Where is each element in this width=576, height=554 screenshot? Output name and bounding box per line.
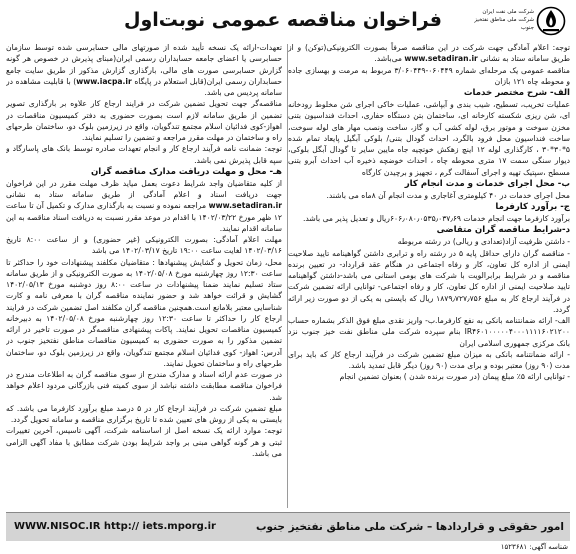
text: از کلیه متقاضیان واجد شرایط دعوت بعمل میاید ظرف مهلت مقرر در این فراخوان جهت دریافت اسناد و اعلام آمادگی از طریق سامانه ستاد به نشانی	[6, 178, 282, 199]
condition-qualification: - مناقصه گران دارای حداقل پایه ۵ در رشته راه و ترابری داشتن گواهینامه تایید صلاحیت ایمنی از اداره کل تعاون، کار و رفاه اجتماعی در هنگام عقد قرارداد- در تعیین برنده مناقصه و در شرایط برابرالویت با شرکت های بومی استانی می باشد-داشتن گواهینامه تایید صلاحیت ایمنی از اداره کل تعاون، کار و رفاه اجتماعی- توانایی ارائه تضمین شرکت در فرآیند ارجاع کار به مبلغ ۱۸۷۹٫۷۲۷٫۷۵۶ ریال که بایستی به یکی از دو صورت زیر ارائه گردد.	[288, 248, 570, 314]
readiness-deadline: مهلت اعلام آمادگی: بصورت الکترونیکی (غیر حضوری) و از ساعت ۸:۰۰ تاریخ ۱۴۰۲/۰۳/۱۶ لغایت ساعت ۱۹:۰۰ تاریخ ۱۴۰۲/۰۳/۱۷ می باشد	[6, 235, 282, 256]
section-b-heading: ب- محل اجرای خدمات و مدت انجام کار	[404, 178, 570, 189]
employer-estimate: برآورد کارفرما جهت انجام خدمات ۶۰۶٫۰۸۰٫۰۵۳۵٫۰۳۷٫۶۹ریال و تعدیل پذیر می باشد.	[302, 214, 570, 223]
footer-organization: امور حقوقی و قراردادها – شرکت ملی مناطق نفتخیز جنوب	[256, 521, 564, 533]
location-duration: محل اجرای خدمات در ۴۰ کیلومتری آغاجاری و مدت انجام آن ۸ماه می باشند.	[326, 190, 570, 200]
oil-flame-icon	[536, 6, 566, 36]
section-e-heading: هـ- محل و مهلت دریافت مدارک مناقصه گران	[90, 166, 282, 177]
document-receipt-paragraph	[6, 178, 282, 234]
footer-bar	[6, 512, 570, 541]
setad-notice-paragraph	[288, 42, 570, 65]
left-column	[6, 42, 282, 510]
ad-identifier: شناسه آگهی: ۱۵۲۳۶۸۱	[500, 543, 568, 551]
section-d-heading: د-شرایط مناقصه گران متقاضی	[436, 225, 570, 236]
notice-title: فراخوان مناقصه عمومی نوبت‌اول	[123, 9, 442, 31]
section-a-heading: الف- شرح مختصر خدمات	[463, 88, 570, 98]
company-logo	[474, 4, 566, 38]
logo-caption	[476, 8, 534, 32]
guarantee-amount-note: مبلغ تضمین شرکت در فرآیند ارجاع کار در ۵ درصد مبلغ برآورد کارفرما می باشد. که بایستی به یکی از روش های تعیین شده تا تاریخ برگزاری مناقصه و سامانه تحویل گردد.	[6, 403, 282, 424]
tender-number-paragraph: مناقصه عمومی یک مرحله‌ای شماره ۰۶۰۴۴۹-۳/۰۶۰۴۴۹ مربوط به مرمت و بهسازی جاده و محوطه چاه ۱۲۱ بازان	[288, 65, 570, 86]
column-divider	[287, 44, 288, 508]
bid-submission-opening: محل، زمان تحویل و گشایش پیشنهادها : متقاضیان مکلفند پیشنهادات خود را حداکثر تا ساعت ۱۲:۳۰ روز چهارشنبه مورخ ۱۴۰۲/۰۵/۰۸ به صورت الکترونیکی و از طریق سامانه ستاد تسلیم نمایند ضمنا پیشنهادات در ساعت ۸:۰۰ روز دوشنبه مورخ ۱۴۰۲/۰۵/۱۳ گشایش و قرائت خواهد شد و حضور نماینده مناقصه گران با معرفی نامه و کارت شناسایی معتبر بلامانع است.همچنین مناقصه گران مکلفند اصل تضمین شرکت در فرایند ارجاع کار را حداکثر تا ساعت ۱۲:۳۰ روز چهارشنبه مورخ ۱۴۰۲/۰۵/۰۸ به دبیرخانه کمیسیون مناقصات تحویل نمایند. پاکات پیشنهادی مناقصه‌گر در صورت تاخیر در ارائه تضمین مذکور را به صورت حضوری به کمیسیون مناقصات مناطق نفتخیز جنوب در آدرس: اهواز- کوی فدائیان اسلام مجتمع تندگویان، واقع در زیرزمین بلوک دو، ساختمان طرحهای راه و ساختمان تحویل نمایند.	[6, 257, 282, 368]
bank-note-paragraph: توجه: ضمانت نامه فرآیند ارجاع کار و انجام تعهدات صادره توسط بانک های پاسارگاد و سپه قابل پذیرش نمی باشد.	[6, 144, 282, 165]
setad-url: www.setadiran.ir	[404, 54, 478, 64]
guarantee-delivery-paragraph: مناقصه‌گر جهت تحویل تضمین شرکت در فرایند ارجاع کار علاوه بر بارگذاری تصویر تضمین از طریق سامانه لازم است بصورت حضوری به دفتر کمیسیون مناقصات در اهواز-کوی فدائیان اسلام مجتمع تندگویان، واقع در زیرزمین بلوک دو، ساختمان طرحهای راه و ساختمان در مهلت مقرر مراجعه و تضمین را تسلیم نمایند.	[6, 99, 282, 142]
services-description: عملیات تخریب، تسطیح، شیب بندی و آبپاشی، عملیات خاکی اجرای شن مخلوط رودخانه ای، شن ریزی شکسته کارخانه ای، ساختمان بتن دستگاه حفاری، احداث فنداسیون بتنی مخزن سوخت و موتور برق، لوله کشی آب و گاز، ساخت ونصب مهار های لوله سوخت، ساخت فنداسیون محل فرود بالگرد، احداث گودال بتنی/ بلوکی آبگیل پایعاد تمام شده ۵*۳۰*۳۰ ، کارگذاری لوله ۱۲ اینچ زهکش خوتچیه جاه مایین سایر تا گودال آبگل بلوکی، دیوار سنگی سمت ۱۷ متری محوطه چاه ، احداث خوضچه ذخیره آب احداث آبرو بتنی مسطح ،سپتیک تهیه و اجرای آسفالت گرم ، تجهیز و برچیدن کارگاه	[288, 100, 570, 177]
section-c-heading: ج- برآورد کارفرما	[495, 202, 570, 212]
financial-statements-paragraph	[6, 42, 282, 98]
text: تعهدات-ارائه یک نسخه تأیید شده از صورتهای مالی حسابرسی شده توسط سازمان حسابرسی یا اعضای جامعه حسابداران رسمی ایران(مبنای پذیرش در خصوص هر گونه گزارش حسابرسی صورت های مالی، بارگذاری گزارش مذکور از طریق سایت جامع حسابداران رسمی ایران(قابل استعلام در پایگاه	[6, 43, 282, 86]
guarantee-validity: - ارائه ضمانتنامه بانکی به میزان مبلغ تضمین شرکت در فرآیند ارجاع کار که باید برای مدت (۹۰ روز) معتبر بوده و برای مدت (۹۰ روز) دیگر قابل تمدید باشد.	[288, 349, 570, 370]
logo-line-2: شرکت ملی مناطق نفتخیز	[474, 17, 534, 23]
text: مراجعه نموده و نسبت به بارگذاری مدارک و تکمیل آن تا ساعت ۱۲ ظهر مورخ ۱۴۰۲/۰۳/۲۲ با اقدام در موعد مقرر نسبت به دریافت اسناد مناقصه به این سامانه اقدام نمایند.	[6, 201, 282, 233]
setad-url-2: www.setadiran.ir	[208, 201, 282, 211]
performance-guarantee: - توانایی ارائه ۵٪ مبلغ پیمان (در صورت برنده شدن ) بعنوان تضمین انجام	[339, 372, 570, 382]
right-column	[288, 42, 570, 510]
footer-websites: WWW.NISOC.IR http:// iets.mporg.ir	[14, 521, 216, 532]
text: ) با قابلیت مشاهده در سامانه پردیس می باشد.	[6, 76, 282, 97]
text: توجه: اعلام آمادگی جهت شرکت در این مناقصه صرفاً بصورت الکترونیکی(توکن) و از طریق سامانه ستاد به نشانی	[288, 43, 570, 64]
logo-line-3: جنوب	[520, 25, 534, 31]
rejection-note: در صورت عدم ارائه اسناد و مدارک مندرج از سوی مناقصه گران به اطلاعات مندرج در فراخوان مناقصه مطابقت داشته نباشد از سوی کمیته فنی بازرگانی مردود اعلام خواهد شد.	[6, 370, 282, 402]
guarantee-methods: الف- ارائه ضمانتنامه بانکی به نفع کارفرما.ب- واریز نقدی مبلغ فوق الذکر بشماره حساب IR۴۶۰۱۰۰۰۰۰۴۰۰۰۱۱۱۱۶۰۲۱۲۰۰ بنام سپرده شرکت ملی مناطق نفت خیز جنوب نزد بانک مرکزی جمهوری اسلامی ایران	[288, 316, 570, 348]
iacpa-url: www.iacpa.ir	[76, 76, 132, 86]
condition-capacity: - داشتن ظرفیت آزاد(تعدادی و ریالی) در رشته مربوطه	[397, 237, 570, 247]
header	[6, 4, 570, 38]
logo-line-1: شرکت ملی نفت ایران	[482, 9, 534, 15]
required-documents-note: توجه: موارد ارائه یک نسخه اصل از اساسنامه شرکت، آگهی تاسیس، آخرین تغییرات ثبتی و هر گونه گواهی مبنی بر واجد شرایط بودن شرکت مطابق با مفاد آگهی الزامی می باشد.	[6, 426, 282, 458]
text: می‌باشد.	[374, 54, 402, 64]
